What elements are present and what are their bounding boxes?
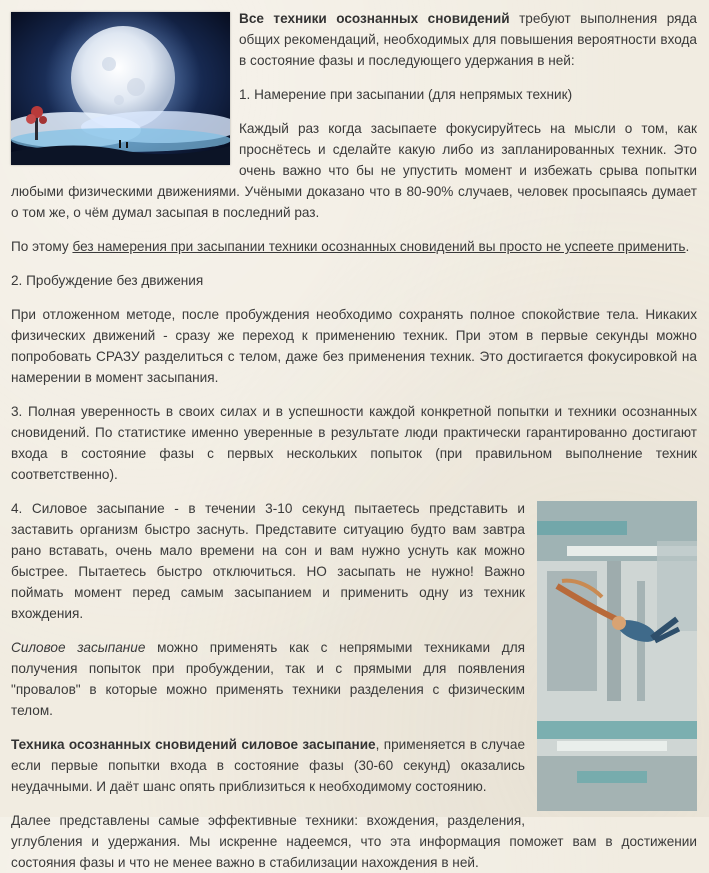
item4-body: 4. Силовое засыпание - в течении 3-10 секунд пытаетесь представить и заставить организм быстро заснуть. Представите ситуацию будто вам завтра рано вставать, очень мало времени на сон и вам нужно уснуть как можно быстрее. Пытаетесь быстро отключиться. НО засыпать не нужно! Важно поймать момент перед самым засыпанием и применить одну из техник вхождения.: [11, 501, 525, 621]
technique-bold: Техника осознанных сновидений силовое засыпание: [11, 737, 376, 752]
falling-person-painting: [537, 501, 697, 811]
technique-text: , применяется в случае если первые попытки входа в состояние фазы (30-60 секунд) оказались неудачными. И даёт шанс опять приблизиться к необходимому состоянию.: [11, 737, 526, 794]
power-sleep-text: можно применять как с непрямыми техниками для получения попыток при пробуждении, так и с прямыми для появления "провалов" в которые можно применять техники разделения с физическим телом.: [11, 640, 525, 718]
item1-body: Каждый раз когда засыпаете фокусируйтесь на мысли о том, как проснётесь и сделайте какую либо из запланированных техник. Это очень важно что бы не упустить момент и избежать срыва попытки любыми физическими движениями. Учёными доказано что в 80-90% случаев, человек просыпаясь думает о том же, о чём думал засыпая в последний раз.: [11, 121, 697, 220]
power-sleep-italic: Силовое засыпание: [11, 640, 146, 655]
item2-heading: 2. Пробуждение без движения: [11, 273, 204, 288]
conclusion-prefix: По этому: [11, 239, 73, 254]
item1-heading: 1. Намерение при засыпании (для непрямых техник): [239, 87, 573, 102]
item3-body: 3. Полная уверенность в своих силах и в успешности каждой конкретной попытки и техники осознанных сновидений. По статистике именно уверенные в результате люди практически гарантированно достигают входа в состояние фазы с первых нескольких попыток (при правильном выполнение техник соответственно).: [11, 404, 697, 482]
moon-illustration: [11, 12, 230, 165]
conclusion-paragraph: [11, 236, 697, 257]
conclusion-suffix: .: [685, 239, 690, 254]
closing-paragraph: Далее представлены самые эффективные техники: вхождения, разделения, углубления и удержания. Мы искренне надеемся, что эта информация поможет вам в достижении состояния фазы и что не менее важно в стабилизации нахождения в ней.: [11, 813, 697, 870]
conclusion-link[interactable]: без намерения при засыпании техники осознанных сновидений вы просто не успеете применить: [72, 239, 686, 254]
intro-text: требуют выполнения ряда общих рекомендаций, необходимых для повышения вероятности входа в состояние фазы и последующего удержания в ней:: [239, 11, 697, 68]
intro-bold: Все техники осознанных сновидений: [239, 11, 510, 26]
item2-body: При отложенном методе, после пробуждения необходимо сохранять полное спокойствие тела. Никаких физических движений - сразу же переход к применению техник. При этом в первые секунды можно попробовать СРАЗУ разделиться с телом, даже без применения техник. Это достигается фокусировкой на намерении в момент засыпания.: [11, 307, 697, 385]
